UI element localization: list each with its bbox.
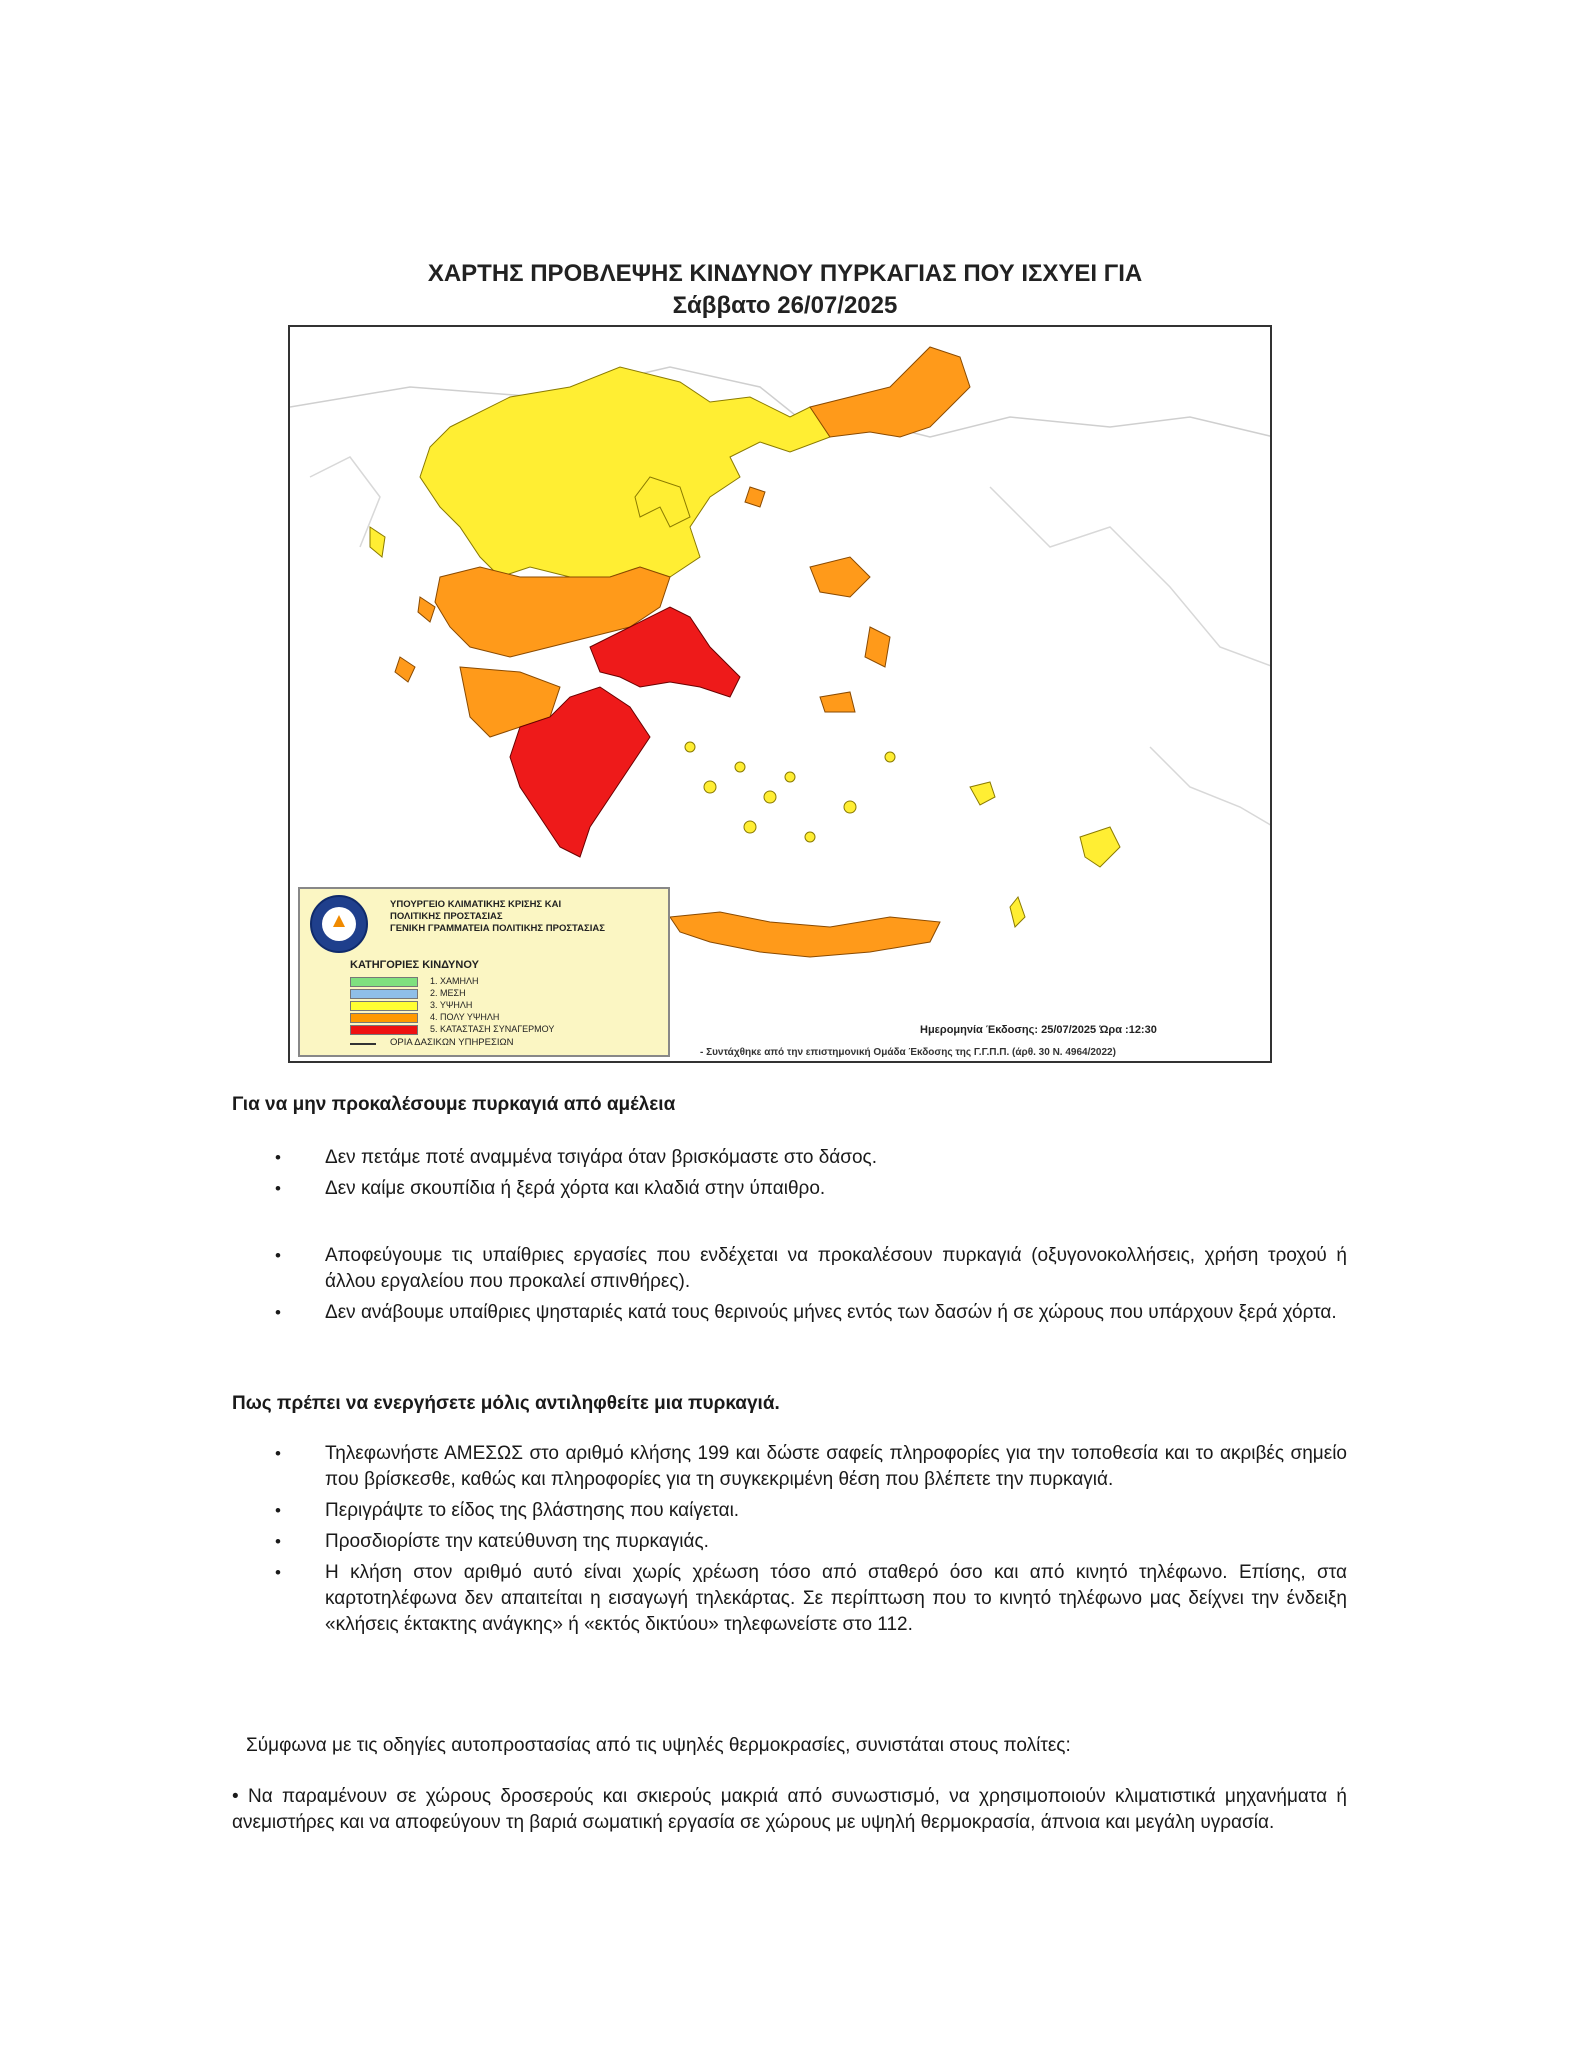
boundary-label: ΟΡΙΑ ΔΑΣΙΚΩΝ ΥΠΗΡΕΣΙΩΝ (390, 1037, 514, 1048)
category-label-low: 1. ΧΑΜΗΛΗ (430, 976, 479, 986)
list-item: • Δεν ανάβουμε υπαίθριες ψησταριές κατά τους θερινούς μήνες εντός των δασών ή σε χώρους που υπάρχουν ξερά χόρτα. (275, 1300, 1347, 1326)
category-label-high: 3. ΥΨΗΛΗ (430, 1000, 473, 1010)
fire-risk-map (288, 325, 1272, 1063)
civil-protection-logo (310, 895, 368, 953)
compiled-note: - Συντάχθηκε από την επιστημονική Ομάδα Έκδοσης της Γ.Γ.Π.Π. (άρθ. 30 Ν. 4964/2022) (700, 1047, 1116, 1058)
heat-advice-intro: Σύμφωνα με τις οδηγίες αυτοπροστασίας από τις υψηλές θερμοκρασίες, συνιστάται στους πολίτες: (246, 1735, 1071, 1756)
prevention-list-1 (275, 1145, 1347, 1207)
boundary-line-sample (350, 1043, 376, 1045)
ministry-line3: ΓΕΝΙΚΗ ΓΡΑΜΜΑΤΕΙΑ ΠΟΛΙΤΙΚΗΣ ΠΡΟΣΤΑΣΙΑΣ (390, 923, 605, 934)
bullet: • (275, 1532, 281, 1551)
swatch-high (350, 1001, 418, 1011)
list-item: • Προσδιορίστε την κατεύθυνση της πυρκαγιάς. (275, 1529, 1347, 1555)
category-label-alert: 5. ΚΑΤΑΣΤΑΣΗ ΣΥΝΑΓΕΡΜΟΥ (430, 1024, 555, 1034)
bullet: • (275, 1563, 281, 1582)
issue-date: Ημερομηνία Έκδοσης: 25/07/2025 Ώρα :12:30 (920, 1024, 1157, 1036)
list-item: • Δεν πετάμε ποτέ αναμμένα τσιγάρα όταν βρισκόμαστε στο δάσος. (275, 1145, 1347, 1171)
list-item: • Δεν καίμε σκουπίδια ή ξερά χόρτα και κλαδιά στην ύπαιθρο. (275, 1176, 1347, 1202)
list-item: • Τηλεφωνήστε ΑΜΕΣΩΣ στο αριθμό κλήσης 199 και δώστε σαφείς πληροφορίες για την τοποθεσία και το ακριβές σημείο που βρίσκεσθε, καθώς και πληροφορίες για τη συγκεκριμένη θέση που βλέπετε την πυρκαγιά. (275, 1443, 1347, 1490)
map-title-line1: ΧΑΡΤΗΣ ΠΡΟΒΛΕΨΗΣ ΚΙΝΔΥΝΟΥ ΠΥΡΚΑΓΙΑΣ ΠΟΥ ΙΣΧΥΕΙ ΓΙΑ (427, 260, 1143, 287)
bullet: • (275, 1148, 281, 1167)
swatch-alert (350, 1025, 418, 1035)
swatch-medium (350, 989, 418, 999)
bullet: • (275, 1303, 281, 1322)
ministry-text (390, 899, 605, 935)
category-label-medium: 2. ΜΕΣΗ (430, 988, 466, 998)
bullet: • (275, 1246, 281, 1265)
bullet: • (275, 1444, 281, 1463)
region-north-yellow (420, 367, 830, 577)
list-item: • Αποφεύγουμε τις υπαίθριες εργασίες που ενδέχεται να προκαλέσουν πυρκαγιά (οξυγονοκολλήσεις, χρήση τροχού ή άλλου εργαλείου που προκαλεί σπινθήρες). (275, 1245, 1347, 1292)
map-legend (298, 887, 670, 1057)
response-list (275, 1441, 1347, 1643)
list-item: • Περιγράψτε το είδος της βλάστησης που καίγεται. (275, 1498, 1347, 1524)
heading-prevention: Για να μην προκαλέσουμε πυρκαγιά από αμέλεια (232, 1094, 676, 1115)
heading-response: Πως πρέπει να ενεργήσετε μόλις αντιληφθείτε μια πυρκαγιά. (232, 1393, 780, 1414)
bullet: • (275, 1501, 281, 1520)
map-title-date: Σάββατο 26/07/2025 (672, 292, 898, 319)
list-item: • Η κλήση στον αριθμό αυτό είναι χωρίς χρέωση τόσο από σταθερό όσο και από κινητό τηλέφωνο. Επίσης, στα καρτοτηλέφωνα δεν απαιτείται η εισαγωγή τηλεκάρτας. Σε περίπτωση που το κινητό τηλέφωνο μας δείχνει την ένδειξη «κλήσεις έκτακτης ανάγκης» ή «εκτός δικτύου» τηλεφωνείστε στο 112. (275, 1562, 1347, 1635)
swatch-low (350, 977, 418, 987)
risk-categories-title: ΚΑΤΗΓΟΡΙΕΣ ΚΙΝΔΥΝΟΥ (350, 959, 479, 971)
region-thrace-orange (810, 347, 970, 437)
bullet: • (275, 1179, 281, 1198)
swatch-very-high (350, 1013, 418, 1023)
region-crete-orange (670, 912, 940, 957)
ministry-line2: ΠΟΛΙΤΙΚΗΣ ΠΡΟΣΤΑΣΙΑΣ (390, 911, 503, 922)
map-title (285, 258, 1285, 322)
category-label-very-high: 4. ΠΟΛΥ ΥΨΗΛΗ (430, 1012, 500, 1022)
heat-advice-paragraph: • Να παραμένουν σε χώρους δροσερούς και σκιερούς μακριά από συνωστισμό, να χρησιμοποιούν κλιματιστικά μηχανήματα ή ανεμιστήρες και να αποφεύγουν τη βαριά σωματική εργασία σε χώρους με υψηλή θερμοκρασία, άπνοια και μεγάλη υγρασία. (232, 1786, 1347, 1833)
ministry-line1: ΥΠΟΥΡΓΕΙΟ ΚΛΙΜΑΤΙΚΗΣ ΚΡΙΣΗΣ ΚΑΙ (390, 899, 562, 910)
triangle-icon (333, 915, 345, 927)
prevention-list-2 (275, 1243, 1347, 1331)
